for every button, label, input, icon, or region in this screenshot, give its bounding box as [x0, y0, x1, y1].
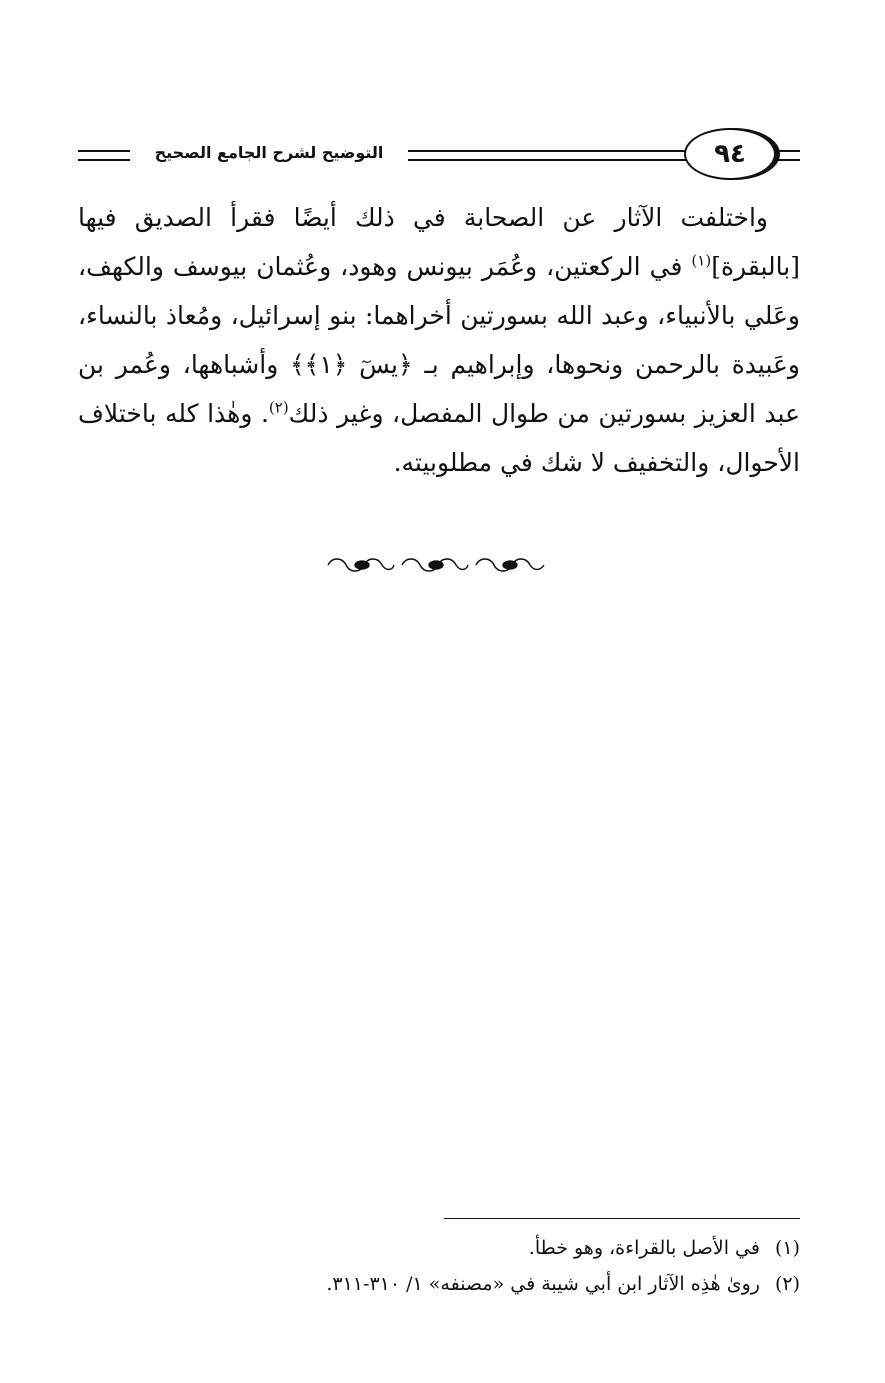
running-header — [78, 128, 800, 188]
footnote-2 — [240, 1266, 800, 1302]
ornament-middle — [402, 559, 468, 571]
footnotes — [240, 1230, 800, 1302]
page-number-badge — [684, 128, 776, 180]
paragraph — [78, 193, 800, 487]
running-title: التوضيح لشرح الجامع الصحيح — [154, 143, 384, 162]
footnote-text: في الأصل بالقراءة، وهو خطأ. — [528, 1237, 760, 1259]
paragraph-text-1: واختلفت الآثار عن الصحابة في ذلك أيضًا فقرأ الصديق فيها [بالبقرة] — [78, 203, 800, 281]
ornament-right — [476, 559, 544, 571]
header-rule-right — [778, 150, 800, 161]
footnote-reference-2[interactable]: (٢) — [268, 398, 289, 417]
paragraph-text-2: في الركعتين، وعُمَر بيونس وهود، وعُثمان بيوسف والكهف، وعَلي بالأنبياء، وعبد الله بسورتين أخراهما: بنو إسرائيل، ومُعاذ بالنساء، وعَبيدة بالرحمن ونحوها، وإبراهيم بـ ﴿يسٓ ﴿١﴾﴾ وأشباهها، وعُمر بن عبد العزيز بسورتين من طوال المفصل، وغير ذلك — [78, 252, 800, 428]
header-rule-left — [78, 150, 130, 161]
ornament-divider — [322, 553, 550, 577]
paragraph-text-3: . وهٰذا كله باختلاف الأحوال، والتخفيف لا شك في مطلوبيته. — [78, 399, 800, 477]
page-number: ٩٤ — [714, 139, 746, 169]
footnote-reference-1[interactable]: (١) — [691, 251, 712, 270]
footnote-separator — [444, 1218, 800, 1219]
footnote-mark: (٢) — [774, 1273, 800, 1295]
footnote-1 — [240, 1230, 800, 1266]
footnote-text: رویٰ هٰذِه الآثار ابن أبي شيبة في «مصنفه» ١/ ٣١٠-٣١١. — [326, 1273, 760, 1295]
main-text — [78, 193, 800, 487]
ornament-left — [328, 559, 394, 571]
footnote-mark: (١) — [774, 1237, 800, 1259]
